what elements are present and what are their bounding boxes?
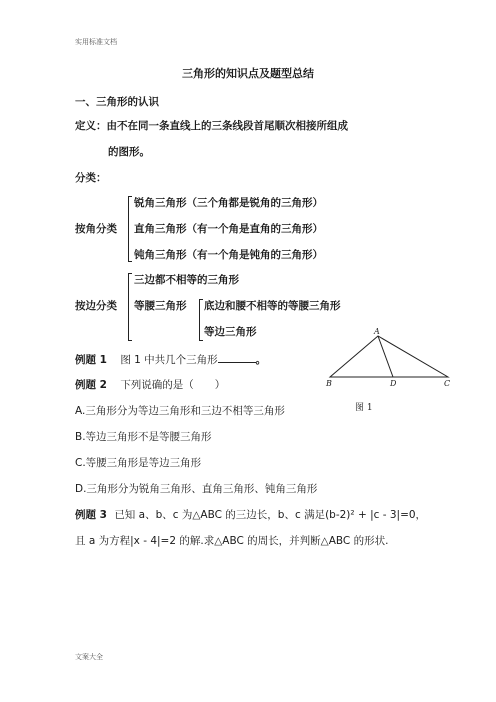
classification-label: 分类：	[75, 172, 107, 184]
example-1	[75, 352, 266, 367]
by-angle-label: 按角分类	[75, 223, 117, 235]
definition-line-2: 的图形。	[108, 146, 150, 158]
figure-1-triangle	[322, 322, 462, 418]
example-1-end: 。	[255, 354, 267, 366]
point-label-d: D	[390, 379, 397, 388]
option-d: D.三角形分为锐角三角形、直角三角形、钝角三角形	[75, 483, 318, 495]
example-2	[75, 378, 225, 392]
example-3	[75, 508, 426, 522]
page-footer: 文案大全	[75, 653, 103, 661]
definition-line-1: 定义：由不在同一条直线上的三条线段首尾顺次相接所组成	[75, 120, 348, 132]
by-side-label: 按边分类	[75, 300, 117, 312]
side-class-isosceles: 等腰三角形	[134, 300, 187, 312]
option-c: C.等腰三角形是等边三角形	[75, 457, 202, 469]
side-class-scalene: 三边都不相等的三角形	[134, 274, 239, 286]
by-angle-brace	[128, 196, 132, 262]
angle-class-obtuse: 钝角三角形（有一个角是钝角的三角形）	[134, 249, 323, 261]
option-b: B.等边三角形不是等腰三角形	[75, 431, 212, 443]
vertex-label-c: C	[444, 379, 451, 388]
example-1-blank	[218, 352, 256, 363]
page-title: 三角形的知识点及题型总结	[182, 67, 314, 80]
isosceles-sub-1: 底边和腰不相等的等腰三角形	[204, 300, 341, 312]
vertex-label-a: A	[374, 327, 380, 336]
example-1-text: 图 1 中共几个三角形	[120, 354, 218, 366]
segment-ad	[378, 336, 393, 377]
example-3-line-1: 已知 a、b、c 为△ABC 的三边长，b、c 满足(b-2)² + |c - 3|=0，	[114, 509, 427, 521]
vertex-label-b: B	[326, 379, 332, 388]
figure-caption: 图 1	[355, 403, 373, 413]
section-heading: 一、三角形的认识	[75, 96, 159, 108]
example-3-label: 例题 3	[75, 509, 107, 521]
triangle-abc	[330, 336, 448, 377]
by-side-brace	[128, 273, 132, 341]
option-a: A.三角形分为等边三角形和三边不相等三角形	[75, 405, 285, 417]
example-2-text: 下列说确的是（ ）	[120, 379, 226, 391]
isosceles-brace	[199, 299, 203, 341]
isosceles-sub-2: 等边三角形	[204, 326, 257, 338]
example-1-label: 例题 1	[75, 354, 107, 366]
angle-class-acute: 锐角三角形（三个角都是锐角的三角形）	[134, 197, 323, 209]
page-header: 实用标准文档	[75, 38, 117, 46]
example-2-label: 例题 2	[75, 379, 107, 391]
angle-class-right: 直角三角形（有一个角是直角的三角形）	[134, 223, 323, 235]
example-3-line-2: 且 a 为方程|x - 4|=2 的解.求△ABC 的周长，并判断△ABC 的形状.	[75, 535, 389, 547]
